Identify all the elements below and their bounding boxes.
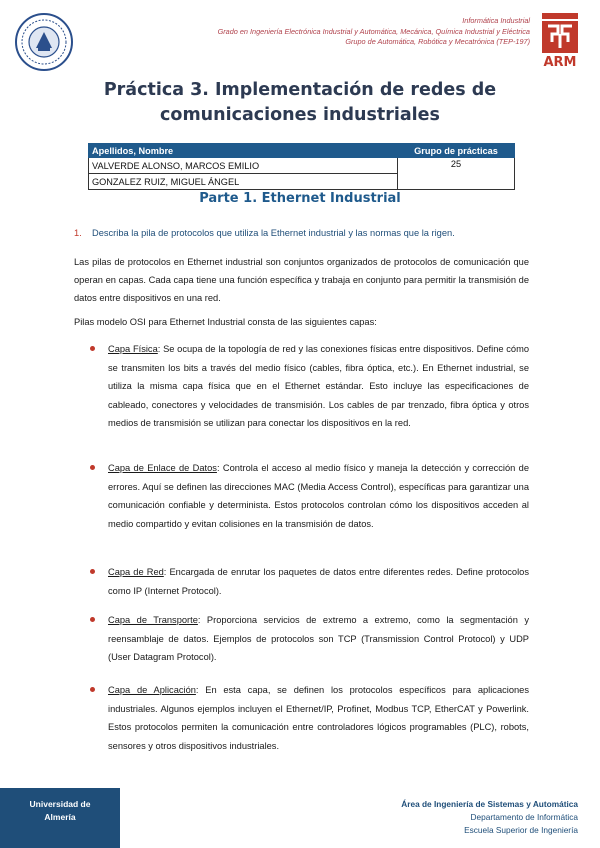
bullet-icon xyxy=(90,617,95,622)
header-info xyxy=(90,16,530,48)
footer-university xyxy=(0,788,120,848)
col-group-header: Grupo de prácticas xyxy=(398,144,515,158)
question-number: 1. xyxy=(74,228,82,238)
layer-term: Capa de Red xyxy=(108,567,164,577)
group-number: 25 xyxy=(398,158,515,190)
student-name-2: GONZALEZ RUIZ, MIGUEL ÁNGEL xyxy=(89,174,398,190)
layer-description: : Se ocupa de la topología de red y las conexiones físicas entre dispositivos. Define cómo se transmiten los bits a través del medio físico (cables, fibra óptica, etc.). En Ethernet industrial, se utiliza la misma capa física que en el Ethernet estándar. Esto incluye las especificaciones de cableado, conectores y velocidades de transmisión. Los cables de par trenzado, fibra óptica y otros medios de transmisión se utilizan para conectar los dispositivos en la red. xyxy=(108,344,529,428)
footer-school: Escuela Superior de Ingeniería xyxy=(464,825,578,835)
footer-department-info xyxy=(120,788,600,848)
layer-term: Capa de Transporte xyxy=(108,615,198,625)
bullet-icon xyxy=(90,687,95,692)
title-line-2: comunicaciones industriales xyxy=(160,105,440,125)
layer-description: : Controla el acceso al medio físico y maneja la detección y corrección de errores. Aquí se definen las direcciones MAC (Media Access Control), específicas para garantizar una comunicación confiable y determinista. Estos protocolos controlan cómo los dispositivos acceden al medio compartido y evitan colisiones en la transmisión de datos. xyxy=(108,463,529,529)
layer-term: Capa de Enlace de Datos xyxy=(108,463,217,473)
page-footer xyxy=(0,788,600,848)
layer-term: Capa Física xyxy=(108,344,158,354)
header-degree: Grado en Ingeniería Electrónica Industrial y Automática, Mecánica, Química Industrial y Eléctrica xyxy=(217,26,530,36)
list-item xyxy=(92,681,529,755)
university-seal-icon xyxy=(14,12,74,72)
layer-term: Capa de Aplicación xyxy=(108,685,196,695)
bullet-icon xyxy=(90,569,95,574)
header-group: Grupo de Automática, Robótica y Mecatrónica (TEP-197) xyxy=(345,37,530,46)
table-header-row xyxy=(89,144,515,158)
students-table xyxy=(88,143,515,190)
bullet-icon xyxy=(90,465,95,470)
list-item xyxy=(92,611,529,667)
footer-area: Área de Ingeniería de Sistemas y Automática xyxy=(401,799,578,809)
list-item xyxy=(92,563,529,600)
list-item xyxy=(92,459,529,533)
osi-paragraph: Pilas modelo OSI para Ethernet Industrial consta de las siguientes capas: xyxy=(74,317,377,327)
layer-description: : Encargada de enrutar los paquetes de datos entre diferentes redes. Define protocolos como IP (Internet Protocol). xyxy=(108,567,529,596)
layer-description: : En esta capa, se definen los protocolos específicos para aplicaciones industriales. Algunos ejemplos incluyen el Ethernet/IP, Profinet, Modbus TCP, EtherCAT y Powerlink. Estos protocolos permiten la comunicación entre controladores lógicos programables (PLC), robots, sensores y otros dispositivos industriales. xyxy=(108,685,529,751)
part-title: Parte 1. Ethernet Industrial xyxy=(199,191,401,206)
header-subject: Informática Industrial xyxy=(462,16,530,25)
arm-logo-icon xyxy=(538,12,582,70)
layer-description: : Proporciona servicios de extremo a extremo, como la segmentación y reensamblaje de datos. Ejemplos de protocolos son TCP (Transmission Control Protocol) y UDP (User Datagram Protocol). xyxy=(108,615,529,662)
table-row xyxy=(89,158,515,174)
question-text: Describa la pila de protocolos que utiliza la Ethernet industrial y las normas que la rigen. xyxy=(92,228,455,238)
question xyxy=(74,228,544,238)
list-item xyxy=(92,340,529,433)
footer-department: Departamento de Informática xyxy=(470,812,578,822)
footer-university-line-2: Almería xyxy=(44,812,76,822)
bullet-icon xyxy=(90,346,95,351)
footer-university-line-1: Universidad de xyxy=(29,799,91,809)
intro-paragraph: Las pilas de protocolos en Ethernet industrial son conjuntos organizados de protocolos de comunicación que operan en capas. Cada capa tiene una función específica y trabaja en conjunto para permitir la transmisión de datos entre dispositivos en una red. xyxy=(74,257,529,303)
title-line-1: Práctica 3. Implementación de redes de xyxy=(103,80,497,100)
arm-logo-text: ARM xyxy=(543,55,577,70)
page-title xyxy=(60,78,540,128)
col-name-header: Apellidos, Nombre xyxy=(89,144,398,158)
student-name-1: VALVERDE ALONSO, MARCOS EMILIO xyxy=(89,158,398,174)
